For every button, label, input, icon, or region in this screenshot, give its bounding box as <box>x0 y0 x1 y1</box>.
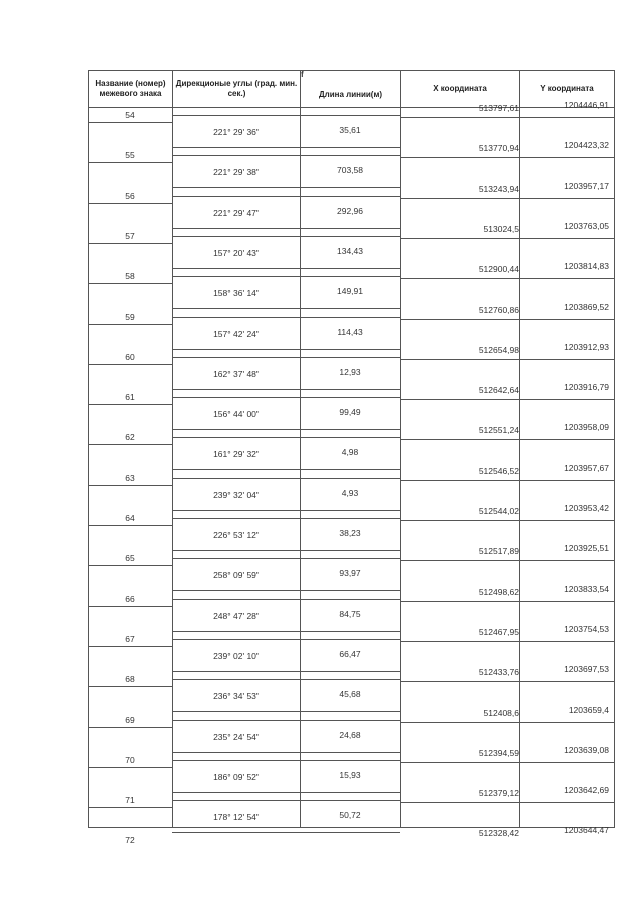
y-coordinate: 1203925,51 <box>564 543 609 553</box>
row-divider <box>400 762 614 763</box>
row-divider <box>400 319 614 320</box>
row-divider <box>89 203 172 204</box>
direction-angle: 236° 34' 53" <box>213 691 259 701</box>
direction-angle: 248° 47' 28" <box>213 611 259 621</box>
row-divider <box>172 639 400 640</box>
row-divider <box>172 832 400 833</box>
row-divider <box>89 364 172 365</box>
direction-angle: 157° 42' 24" <box>213 329 259 339</box>
boundary-coordinates-table <box>88 70 615 845</box>
point-number: 64 <box>125 513 135 523</box>
row-divider <box>400 157 614 158</box>
row-divider <box>172 147 400 148</box>
x-coordinate: 512433,76 <box>478 667 519 677</box>
point-number: 65 <box>125 553 135 563</box>
x-coordinate: 512379,12 <box>478 788 519 798</box>
y-coordinate: 1203912,93 <box>564 342 609 352</box>
row-divider <box>172 711 400 712</box>
point-number: 58 <box>125 271 135 281</box>
row-divider <box>89 565 172 566</box>
row-divider <box>400 399 614 400</box>
row-divider <box>172 518 400 519</box>
point-number: 66 <box>125 594 135 604</box>
row-divider <box>89 807 172 808</box>
row-divider <box>172 228 400 229</box>
line-length: 93,97 <box>339 568 361 578</box>
row-divider <box>89 243 172 244</box>
direction-angle: 178° 12' 54" <box>213 812 259 822</box>
row-divider <box>400 238 614 239</box>
point-number: 60 <box>125 352 135 362</box>
row-divider <box>172 187 400 188</box>
header-length: Длина линии(м) <box>318 90 383 99</box>
row-divider <box>400 480 614 481</box>
point-number: 57 <box>125 231 135 241</box>
line-length: 292,96 <box>337 206 363 216</box>
row-divider <box>172 558 400 559</box>
row-divider <box>89 686 172 687</box>
line-length: 66,47 <box>339 649 361 659</box>
y-coordinate: 1203916,79 <box>564 382 609 392</box>
point-number: 56 <box>125 191 135 201</box>
x-coordinate: 512544,02 <box>478 506 519 516</box>
direction-angle: 239° 32' 04" <box>213 490 259 500</box>
x-coordinate: 512546,52 <box>478 466 519 476</box>
row-divider <box>172 437 400 438</box>
y-coordinate: 1203814,83 <box>564 261 609 271</box>
x-coordinate: 512551,24 <box>478 425 519 435</box>
line-length: 134,43 <box>337 246 363 256</box>
direction-angle: 161° 29' 32" <box>213 449 259 459</box>
direction-angle: 156° 44' 00" <box>213 409 259 419</box>
row-divider <box>172 752 400 753</box>
point-number: 67 <box>125 634 135 644</box>
row-divider <box>89 525 172 526</box>
row-divider <box>172 349 400 350</box>
row-divider <box>172 357 400 358</box>
x-coordinate: 512328,42 <box>478 828 519 838</box>
line-length: 12,93 <box>339 367 361 377</box>
direction-angle: 239° 02' 10" <box>213 651 259 661</box>
line-length: 24,68 <box>339 730 361 740</box>
row-divider <box>172 478 400 479</box>
row-divider <box>89 606 172 607</box>
row-divider <box>89 324 172 325</box>
x-coordinate: 513797,61 <box>478 103 519 113</box>
row-divider <box>400 439 614 440</box>
row-divider <box>89 444 172 445</box>
y-coordinate: 1203697,53 <box>564 664 609 674</box>
point-number: 62 <box>125 432 135 442</box>
x-coordinate: 512642,64 <box>478 385 519 395</box>
row-divider <box>172 397 400 398</box>
y-coordinate: 1203957,67 <box>564 463 609 473</box>
header-name: Название (номер) межевого знака <box>95 79 166 98</box>
direction-angle: 158° 36' 14" <box>213 288 259 298</box>
line-length: 50,72 <box>339 810 361 820</box>
row-divider <box>172 155 400 156</box>
row-divider <box>172 800 400 801</box>
row-divider <box>172 317 400 318</box>
y-coordinate: 1203639,08 <box>564 745 609 755</box>
row-divider <box>400 198 614 199</box>
y-coordinate: 1203953,42 <box>564 503 609 513</box>
row-divider <box>172 631 400 632</box>
header-x: X координата <box>433 84 487 93</box>
row-divider <box>172 792 400 793</box>
x-coordinate: 512654,98 <box>478 345 519 355</box>
y-coordinate: 1203763,05 <box>564 221 609 231</box>
row-divider <box>400 117 614 118</box>
x-coordinate: 512760,86 <box>478 305 519 315</box>
point-number: 61 <box>125 392 135 402</box>
row-divider <box>400 278 614 279</box>
y-coordinate: 1203957,17 <box>564 181 609 191</box>
row-divider <box>172 510 400 511</box>
line-length: 703,58 <box>337 165 363 175</box>
direction-angle: 221° 29' 38" <box>213 167 259 177</box>
direction-angle: 162° 37' 48" <box>213 369 259 379</box>
point-number: 59 <box>125 312 135 322</box>
row-divider <box>172 760 400 761</box>
y-coordinate: 1203754,53 <box>564 624 609 634</box>
row-divider <box>89 646 172 647</box>
y-coordinate: 1203833,54 <box>564 584 609 594</box>
x-coordinate: 513770,94 <box>478 143 519 153</box>
row-divider <box>89 162 172 163</box>
row-divider <box>172 599 400 600</box>
row-divider <box>400 722 614 723</box>
row-divider <box>172 671 400 672</box>
row-divider <box>400 520 614 521</box>
point-number: 71 <box>125 795 135 805</box>
row-divider <box>89 767 172 768</box>
direction-angle: 258° 09' 59" <box>213 570 259 580</box>
header-angle: Дирекционые углы (град. мин. сек.) <box>175 79 298 98</box>
line-length: 15,93 <box>339 770 361 780</box>
row-divider <box>172 590 400 591</box>
x-coordinate: 512517,89 <box>478 546 519 556</box>
line-length: 84,75 <box>339 609 361 619</box>
line-length: 35,61 <box>339 125 361 135</box>
x-coordinate: 513243,94 <box>478 184 519 194</box>
row-divider <box>172 308 400 309</box>
row-divider <box>172 196 400 197</box>
line-length: 4,98 <box>341 447 359 457</box>
x-coordinate: 512408,6 <box>483 708 519 718</box>
row-divider <box>400 802 614 803</box>
row-divider <box>172 550 400 551</box>
row-divider <box>172 276 400 277</box>
row-divider <box>89 727 172 728</box>
row-divider <box>400 681 614 682</box>
y-coordinate: 1203642,69 <box>564 785 609 795</box>
point-number: 72 <box>125 835 135 845</box>
row-divider <box>89 485 172 486</box>
x-coordinate: 512498,62 <box>478 587 519 597</box>
direction-angle: 186° 09' 52" <box>213 772 259 782</box>
point-number: 69 <box>125 715 135 725</box>
y-coordinate: 1204446,91 <box>564 100 609 110</box>
point-number: 54 <box>125 110 135 120</box>
line-length: 114,43 <box>337 327 363 337</box>
row-divider <box>172 268 400 269</box>
line-length: 38,23 <box>339 528 361 538</box>
line-length: 99,49 <box>339 407 361 417</box>
row-divider <box>89 283 172 284</box>
row-divider <box>89 404 172 405</box>
row-divider <box>89 122 172 123</box>
point-number: 70 <box>125 755 135 765</box>
x-coordinate: 512467,95 <box>478 627 519 637</box>
row-divider <box>400 601 614 602</box>
y-coordinate: 1203958,09 <box>564 422 609 432</box>
line-length: 4,93 <box>341 488 359 498</box>
x-coordinate: 513024,5 <box>483 224 519 234</box>
direction-angle: 235° 24' 54" <box>213 732 259 742</box>
header-y: Y координата <box>540 84 594 93</box>
row-divider <box>172 236 400 237</box>
row-divider <box>172 469 400 470</box>
direction-angle: 221° 29' 36" <box>213 127 259 137</box>
x-coordinate: 512900,44 <box>478 264 519 274</box>
row-divider <box>172 679 400 680</box>
direction-angle: 221° 29' 47" <box>213 208 259 218</box>
row-divider <box>400 641 614 642</box>
point-number: 55 <box>125 150 135 160</box>
y-coordinate: 1203659,4 <box>568 705 609 715</box>
row-divider <box>400 359 614 360</box>
point-number: 68 <box>125 674 135 684</box>
row-divider <box>172 429 400 430</box>
x-coordinate: 512394,59 <box>478 748 519 758</box>
y-coordinate: 1204423,32 <box>564 140 609 150</box>
line-length: 45,68 <box>339 689 361 699</box>
point-number: 63 <box>125 473 135 483</box>
row-divider <box>172 720 400 721</box>
row-divider <box>172 389 400 390</box>
row-divider <box>172 115 400 116</box>
y-coordinate: 1203644,47 <box>564 825 609 835</box>
direction-angle: 157° 20' 43" <box>213 248 259 258</box>
line-length: 149,91 <box>337 286 363 296</box>
direction-angle: 226° 53' 12" <box>213 530 259 540</box>
y-coordinate: 1203869,52 <box>564 302 609 312</box>
row-divider <box>400 560 614 561</box>
handwritten-mark: f <box>301 70 304 79</box>
